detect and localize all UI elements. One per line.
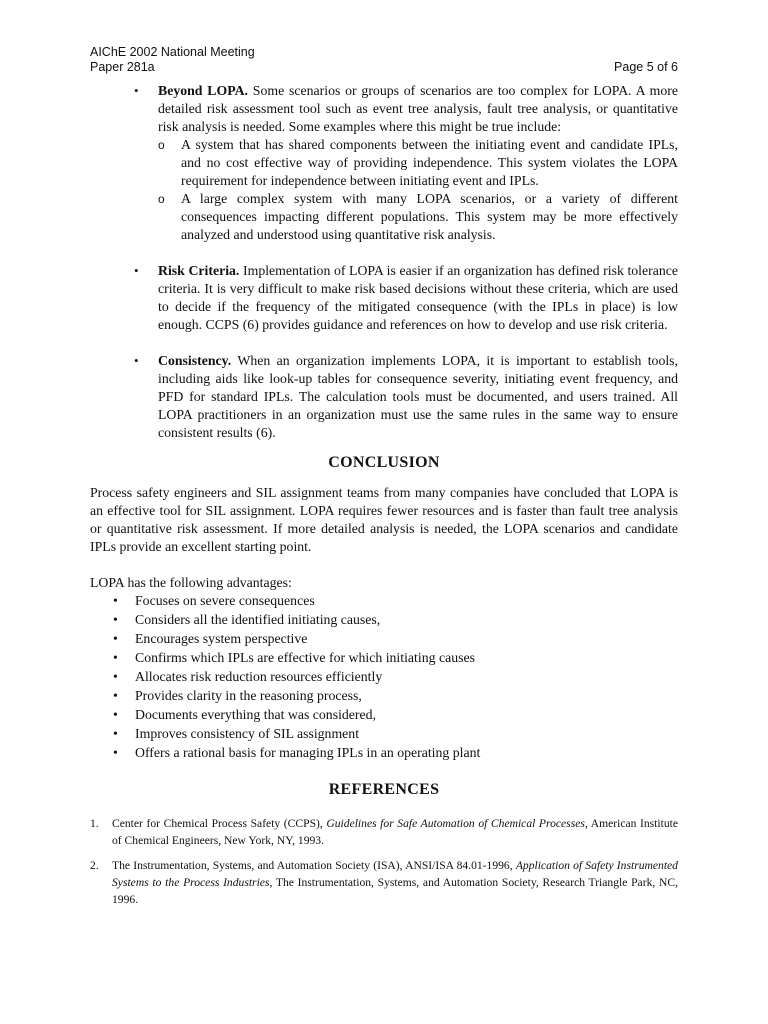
bullet-dot: • (113, 726, 118, 741)
reference-item (90, 857, 678, 908)
sub-item (158, 190, 678, 244)
bullet-consistency (90, 352, 678, 442)
sub-item (158, 136, 678, 190)
conclusion-heading: CONCLUSION (328, 454, 440, 471)
list-item-text: Encourages system perspective (135, 631, 308, 646)
bullet-dot: • (113, 688, 118, 703)
bullet-dot: • (134, 83, 139, 98)
bullet-dot: • (113, 593, 118, 608)
bullet-text: Some scenarios or groups of scenarios are too complex for LOPA. A more detailed risk assessment tool such as event tree analysis, fault tree analysis, or quantitative risk analysis is needed. Some examples where this might be true include: (158, 83, 679, 134)
bullet-dot: • (113, 631, 118, 646)
list-item (90, 611, 678, 630)
bullet-dot: • (113, 707, 118, 722)
reference-title: Application of Safety Instrumented Systems to the Process Industries (112, 859, 678, 889)
advantages-list (90, 592, 678, 763)
reference-publisher: American Institute of Chemical Engineers, New York, NY, 1993. (112, 817, 678, 847)
reference-number: 1. (90, 817, 99, 830)
header-left (90, 45, 255, 75)
bullet-dot: • (134, 263, 139, 278)
reference-authors: The Instrumentation, Systems, and Automation Society (ISA), ANSI/ISA 84.01-1996, (112, 859, 516, 872)
references-list (90, 815, 678, 908)
circle-bullet-icon: o (158, 138, 165, 152)
list-item-text: Improves consistency of SIL assignment (135, 726, 360, 741)
list-item-text: Offers a rational basis for managing IPLs in an operating plant (135, 745, 481, 760)
list-item-text: Considers all the identified initiating causes, (135, 612, 381, 627)
bullet-title: Risk Criteria. (158, 263, 240, 278)
circle-bullet-icon: o (158, 192, 165, 206)
list-item (90, 725, 678, 744)
reference-item (90, 815, 678, 849)
bullet-beyond-lopa (90, 82, 678, 244)
bullet-risk-criteria (90, 262, 678, 334)
bullet-dot: • (134, 353, 139, 368)
bullet-text: When an organization implements LOPA, it is important to establish tools, including aids like look-up tables for consequence severity, initiating event frequency, and PFD for standard IPLs. The calculation tools must be documented, and users trained. All LOPA practitioners in an organization must use the same rules in the same way to ensure consistent results (6). (158, 353, 678, 440)
reference-publisher: , The Instrumentation, Systems, and Automation Society, Research Triangle Park, NC, 1996. (112, 876, 678, 906)
list-item (90, 706, 678, 725)
list-item-text: Confirms which IPLs are effective for which initiating causes (135, 650, 475, 665)
reference-number: 2. (90, 859, 99, 872)
sub-item-text: A large complex system with many LOPA scenarios, or a variety of different consequences impacting different populations. This system may be more effectively analyzed and understood using quantitative risk analysis. (181, 191, 678, 242)
bullet-dot: • (113, 612, 118, 627)
page-content (90, 82, 678, 916)
bullet-title: Beyond LOPA. (158, 83, 249, 98)
reference-authors: Center for Chemical Process Safety (CCPS), (112, 817, 327, 830)
bullet-title: Consistency. (158, 353, 232, 368)
list-item-text: Documents everything that was considered, (135, 707, 376, 722)
list-item (90, 687, 678, 706)
reference-title: Guidelines for Safe Automation of Chemical Processes, (326, 817, 588, 830)
bullet-dot: • (113, 650, 118, 665)
bullet-text: Implementation of LOPA is easier if an organization has defined risk tolerance criteria. It is very difficult to make risk based decisions without these criteria, which are used to decide if the frequency of the mitigated consequence (with the IPLs in place) is low enough. CCPS (6) provides guidance and references on how to develop and use risk criteria. (158, 263, 678, 332)
advantages-intro: LOPA has the following advantages: (90, 575, 292, 590)
list-item (90, 744, 678, 763)
list-item (90, 649, 678, 668)
list-item-text: Provides clarity in the reasoning process, (135, 688, 362, 703)
sub-list (158, 136, 678, 244)
bullet-dot: • (113, 745, 118, 760)
list-item-text: Focuses on severe consequences (135, 593, 315, 608)
list-item-text: Allocates risk reduction resources efficiently (135, 669, 383, 684)
sub-item-text: A system that has shared components between the initiating event and candidate IPLs, and no cost effective way of providing independence. This system violates the LOPA requirement for independence between initiating event and IPLs. (181, 137, 678, 188)
paper-number: Paper 281a (90, 60, 155, 74)
list-item (90, 668, 678, 687)
references-heading: REFERENCES (328, 781, 440, 798)
bullet-dot: • (113, 669, 118, 684)
page-number: Page 5 of 6 (614, 60, 678, 74)
list-item (90, 630, 678, 649)
conclusion-paragraph: Process safety engineers and SIL assignment teams from many companies have concluded that LOPA is an effective tool for SIL assignment. LOPA requires fewer resources and is faster than fault tree analysis or quantitative risk assessment. If more detailed analysis is needed, the LOPA scenarios and candidate IPLs provide an excellent starting point. (90, 485, 678, 554)
list-item (90, 592, 678, 611)
meeting-name: AIChE 2002 National Meeting (90, 45, 255, 59)
